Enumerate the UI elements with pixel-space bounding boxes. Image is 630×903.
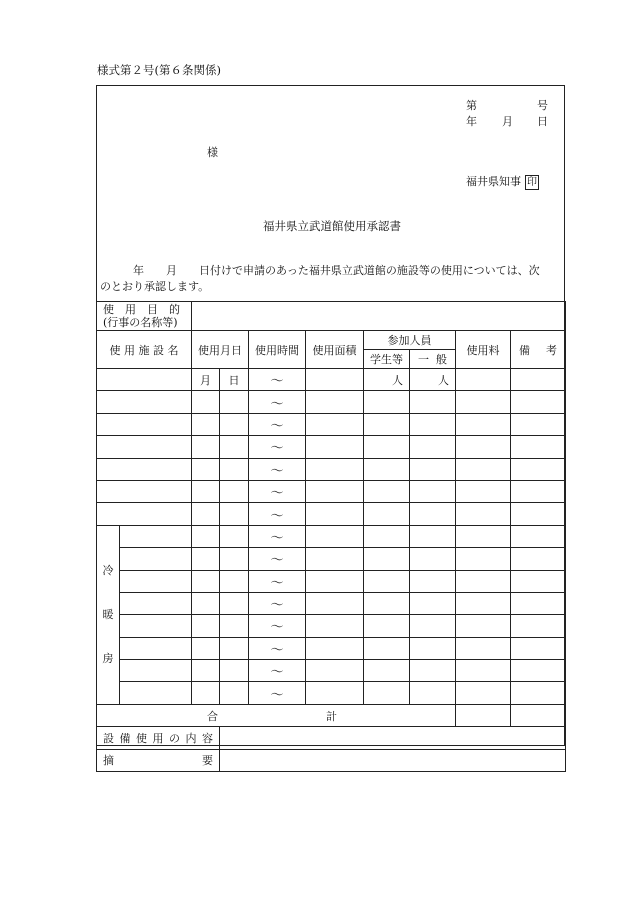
table-cell[interactable] xyxy=(220,436,249,458)
table-cell[interactable] xyxy=(192,436,220,458)
table-cell[interactable] xyxy=(306,637,364,659)
aircon-char-2: 暖 xyxy=(102,607,114,621)
table-cell[interactable] xyxy=(364,525,410,547)
table-cell[interactable] xyxy=(306,660,364,682)
person-unit: 人 xyxy=(410,369,456,391)
table-row xyxy=(97,436,566,458)
table-cell[interactable] xyxy=(120,548,192,570)
table-row xyxy=(97,391,566,413)
tilde: ～ xyxy=(249,682,306,704)
table-cell[interactable] xyxy=(410,436,456,458)
table-cell[interactable] xyxy=(192,615,220,637)
total-char-right: 計 xyxy=(326,709,337,723)
addressee-suffix: 様 xyxy=(207,146,218,159)
table-row xyxy=(97,525,566,547)
remarks-char-2: 考 xyxy=(546,343,557,357)
table-cell[interactable] xyxy=(120,637,192,659)
general-char-2: 般 xyxy=(436,353,447,366)
table-cell[interactable] xyxy=(306,570,364,592)
table-cell[interactable] xyxy=(410,637,456,659)
tilde: ～ xyxy=(249,369,306,391)
summary-field[interactable] xyxy=(220,749,566,771)
tilde: ～ xyxy=(249,548,306,570)
tilde: ～ xyxy=(249,525,306,547)
body-line-1: 年 月 日付けで申請のあった福井県立武道館の施設等の使用については、次 xyxy=(100,264,540,277)
tilde: ～ xyxy=(249,570,306,592)
table-cell[interactable] xyxy=(364,570,410,592)
body-line-2: のとおり承認します。 xyxy=(100,280,210,293)
table-cell[interactable] xyxy=(511,391,566,413)
table-cell[interactable] xyxy=(306,413,364,435)
purpose-row xyxy=(97,302,566,331)
table-cell[interactable] xyxy=(220,413,249,435)
table-cell[interactable] xyxy=(192,480,220,502)
table-cell[interactable] xyxy=(220,615,249,637)
table-cell[interactable] xyxy=(220,391,249,413)
table-cell[interactable] xyxy=(306,436,364,458)
table-cell[interactable] xyxy=(456,570,511,592)
table-cell[interactable] xyxy=(306,480,364,502)
table-cell[interactable] xyxy=(120,682,192,704)
table-cell[interactable] xyxy=(511,548,566,570)
table-cell[interactable] xyxy=(120,615,192,637)
aircon-label xyxy=(97,525,120,704)
issuer xyxy=(466,173,539,190)
table-cell[interactable] xyxy=(220,503,249,525)
table-cell[interactable] xyxy=(410,458,456,480)
table-cell[interactable] xyxy=(97,480,192,502)
table-row xyxy=(97,615,566,637)
table-cell[interactable] xyxy=(306,682,364,704)
table-cell[interactable] xyxy=(511,525,566,547)
table-cell[interactable] xyxy=(511,436,566,458)
doc-number-suffix: 号 xyxy=(537,99,548,112)
table-cell[interactable] xyxy=(220,548,249,570)
table-row xyxy=(97,458,566,480)
participants-header: 参加人員 xyxy=(364,331,456,350)
tilde: ～ xyxy=(249,413,306,435)
table-row xyxy=(97,570,566,592)
table-cell[interactable] xyxy=(192,592,220,614)
table-cell[interactable] xyxy=(120,525,192,547)
general-char-1: 一 xyxy=(418,353,429,366)
table-cell[interactable] xyxy=(364,413,410,435)
table-row xyxy=(97,369,566,391)
table-cell[interactable] xyxy=(410,548,456,570)
table-cell[interactable] xyxy=(220,660,249,682)
table-cell[interactable] xyxy=(456,682,511,704)
table-cell[interactable] xyxy=(511,458,566,480)
table-cell[interactable] xyxy=(511,369,566,391)
table-cell[interactable] xyxy=(306,503,364,525)
header-row-1 xyxy=(97,331,566,350)
month-unit: 月 xyxy=(192,369,220,391)
time-header: 使用時間 xyxy=(249,331,306,369)
table-cell[interactable] xyxy=(511,503,566,525)
table-cell[interactable] xyxy=(364,503,410,525)
summary-row xyxy=(97,749,566,771)
tilde: ～ xyxy=(249,615,306,637)
table-cell[interactable] xyxy=(410,391,456,413)
equipment-label: 設 備 使 用 の 内 容 xyxy=(97,727,220,749)
tilde: ～ xyxy=(249,458,306,480)
table-cell[interactable] xyxy=(511,592,566,614)
table-cell[interactable] xyxy=(511,637,566,659)
table-cell[interactable] xyxy=(511,413,566,435)
table-cell[interactable] xyxy=(192,660,220,682)
table-cell[interactable] xyxy=(410,660,456,682)
fee-header: 使用料 xyxy=(456,331,511,369)
equipment-row xyxy=(97,727,566,749)
table-cell[interactable] xyxy=(456,369,511,391)
issuer-name: 福井県知事 xyxy=(466,175,521,188)
table-cell[interactable] xyxy=(97,369,192,391)
date-month: 月 xyxy=(502,115,513,128)
table-cell[interactable] xyxy=(410,503,456,525)
table-cell[interactable] xyxy=(511,682,566,704)
doc-number-prefix: 第 xyxy=(466,99,477,112)
table-cell xyxy=(511,704,566,726)
table-cell[interactable] xyxy=(456,480,511,502)
tilde: ～ xyxy=(249,592,306,614)
table-row xyxy=(97,682,566,704)
table-row xyxy=(97,637,566,659)
table-cell[interactable] xyxy=(364,391,410,413)
tilde: ～ xyxy=(249,637,306,659)
area-header: 使用面積 xyxy=(306,331,364,369)
table-cell[interactable] xyxy=(120,592,192,614)
table-cell[interactable] xyxy=(220,570,249,592)
summary-label xyxy=(97,749,220,771)
purpose-field[interactable] xyxy=(192,302,566,331)
table-cell[interactable] xyxy=(364,682,410,704)
table-cell[interactable] xyxy=(511,480,566,502)
table-cell[interactable] xyxy=(192,503,220,525)
table-cell[interactable] xyxy=(364,548,410,570)
table-cell[interactable] xyxy=(456,436,511,458)
tilde: ～ xyxy=(249,660,306,682)
table-cell[interactable] xyxy=(120,660,192,682)
tilde: ～ xyxy=(249,436,306,458)
table-cell[interactable] xyxy=(410,682,456,704)
table-cell[interactable] xyxy=(410,480,456,502)
person-unit: 人 xyxy=(364,369,410,391)
table-cell[interactable] xyxy=(511,615,566,637)
total-fee-cell[interactable] xyxy=(456,704,511,726)
date-header: 使用月日 xyxy=(192,331,249,369)
table-cell[interactable] xyxy=(192,548,220,570)
table-cell[interactable] xyxy=(97,391,192,413)
table-cell[interactable] xyxy=(220,480,249,502)
table-cell[interactable] xyxy=(410,413,456,435)
purpose-label: 使 用 目 的 xyxy=(103,303,180,316)
summary-char-right: 要 xyxy=(202,754,213,768)
table-cell[interactable] xyxy=(410,615,456,637)
table-cell[interactable] xyxy=(220,637,249,659)
table-row xyxy=(97,413,566,435)
table-cell[interactable] xyxy=(410,592,456,614)
purpose-sublabel: (行事の名称等) xyxy=(103,316,178,329)
table-cell[interactable] xyxy=(192,570,220,592)
table-cell[interactable] xyxy=(306,369,364,391)
table-cell[interactable] xyxy=(364,592,410,614)
tilde: ～ xyxy=(249,480,306,502)
table-cell[interactable] xyxy=(192,525,220,547)
table-cell[interactable] xyxy=(364,637,410,659)
table-cell[interactable] xyxy=(364,660,410,682)
table-cell[interactable] xyxy=(410,525,456,547)
table-cell[interactable] xyxy=(456,458,511,480)
table-cell[interactable] xyxy=(456,637,511,659)
table-cell[interactable] xyxy=(456,548,511,570)
remarks-header xyxy=(511,331,566,369)
tilde: ～ xyxy=(249,391,306,413)
table-cell[interactable] xyxy=(306,548,364,570)
table-cell[interactable] xyxy=(97,503,192,525)
usage-table xyxy=(96,301,566,772)
table-cell[interactable] xyxy=(456,391,511,413)
table-cell xyxy=(97,302,192,331)
table-cell[interactable] xyxy=(456,525,511,547)
table-cell[interactable] xyxy=(220,458,249,480)
table-cell[interactable] xyxy=(220,525,249,547)
table-cell[interactable] xyxy=(306,525,364,547)
table-cell[interactable] xyxy=(364,480,410,502)
document-title: 福井県立武道館使用承認書 xyxy=(263,219,401,233)
day-unit: 日 xyxy=(220,369,249,391)
table-cell[interactable] xyxy=(456,615,511,637)
table-cell[interactable] xyxy=(410,570,456,592)
date-day: 日 xyxy=(537,115,548,128)
table-row xyxy=(97,503,566,525)
facility-header: 使 用 施 設 名 xyxy=(97,331,192,369)
table-cell[interactable] xyxy=(97,436,192,458)
table-cell[interactable] xyxy=(456,503,511,525)
summary-char-left: 摘 xyxy=(103,754,114,768)
table-cell[interactable] xyxy=(364,458,410,480)
table-cell[interactable] xyxy=(192,391,220,413)
table-row xyxy=(97,660,566,682)
table-cell[interactable] xyxy=(456,413,511,435)
table-row xyxy=(97,480,566,502)
table-cell[interactable] xyxy=(192,682,220,704)
table-cell[interactable] xyxy=(511,570,566,592)
table-cell[interactable] xyxy=(220,682,249,704)
table-cell[interactable] xyxy=(456,592,511,614)
table-cell[interactable] xyxy=(97,458,192,480)
table-row xyxy=(97,592,566,614)
table-cell[interactable] xyxy=(306,391,364,413)
students-header: 学生等 xyxy=(364,350,410,369)
table-cell[interactable] xyxy=(456,660,511,682)
table-cell[interactable] xyxy=(511,660,566,682)
remarks-char-1: 備 xyxy=(519,343,530,357)
aircon-char-1: 冷 xyxy=(102,563,114,577)
table-cell[interactable] xyxy=(192,413,220,435)
table-cell[interactable] xyxy=(364,436,410,458)
table-cell[interactable] xyxy=(120,570,192,592)
table-cell[interactable] xyxy=(306,592,364,614)
tilde: ～ xyxy=(249,503,306,525)
equipment-field[interactable] xyxy=(220,727,566,749)
general-header xyxy=(410,350,456,369)
aircon-char-3: 房 xyxy=(102,651,114,665)
date-year: 年 xyxy=(466,115,477,128)
form-reference: 様式第２号(第６条関係) xyxy=(97,63,221,77)
seal-icon: 印 xyxy=(527,176,537,188)
table-cell[interactable] xyxy=(364,615,410,637)
table-cell[interactable] xyxy=(192,637,220,659)
total-label xyxy=(97,704,456,726)
table-cell[interactable] xyxy=(306,615,364,637)
table-cell[interactable] xyxy=(97,413,192,435)
table-row xyxy=(97,548,566,570)
table-cell[interactable] xyxy=(306,458,364,480)
total-char-left: 合 xyxy=(207,709,218,723)
table-cell[interactable] xyxy=(192,458,220,480)
total-row xyxy=(97,704,566,726)
table-cell[interactable] xyxy=(220,592,249,614)
